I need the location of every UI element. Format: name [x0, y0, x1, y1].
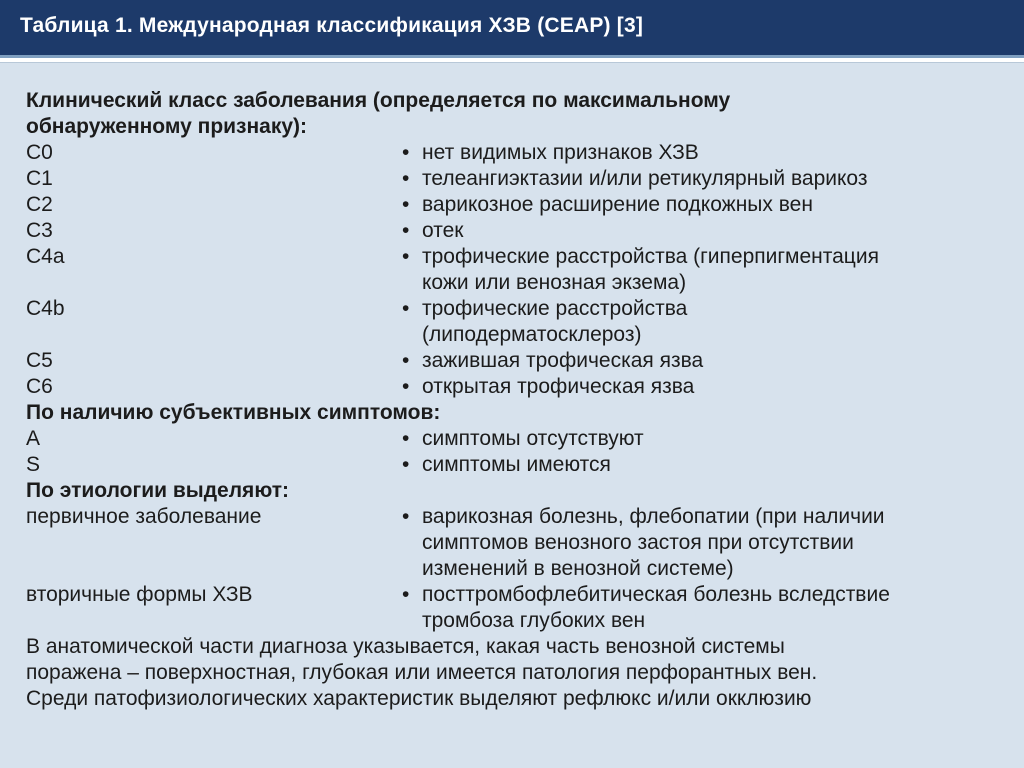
table-row	[26, 452, 1006, 478]
table-row	[26, 244, 1006, 296]
row-definition-text: варикозная болезнь, флебопатии (при наличии симптомов венозного застоя при отсутствии изменений в венозной системе)	[422, 505, 885, 580]
table-row	[26, 296, 1006, 348]
table-row	[26, 348, 1006, 374]
table-header	[0, 0, 1024, 58]
row-definition-text: варикозное расширение подкожных вен	[422, 193, 813, 216]
bullet-icon: •	[402, 193, 410, 216]
row-term: первичное заболевание	[26, 505, 262, 528]
bullet-icon: •	[402, 349, 410, 372]
row-term: C0	[26, 141, 53, 164]
row-definition-text: трофические расстройства (гиперпигментация кожи или венозная экзема)	[422, 245, 879, 294]
row-definition-text: отек	[422, 219, 464, 242]
row-term: C4a	[26, 245, 65, 268]
row-definition	[400, 244, 1006, 296]
table-content	[26, 88, 1006, 712]
table-row	[26, 582, 1006, 634]
row-term: C4b	[26, 297, 65, 320]
row-definition	[400, 218, 1006, 244]
bullet-icon: •	[402, 141, 410, 164]
row-term: C5	[26, 349, 53, 372]
row-definition-text: открытая трофическая язва	[422, 375, 695, 398]
symptoms-list	[26, 426, 1006, 478]
row-definition	[400, 348, 1006, 374]
row-definition	[400, 582, 1006, 634]
row-term: C2	[26, 193, 53, 216]
row-definition	[400, 296, 1006, 348]
bullet-icon: •	[402, 453, 410, 476]
table-row	[26, 504, 1006, 582]
bullet-icon: •	[402, 505, 410, 528]
etiology-list	[26, 504, 1006, 634]
clinical-class-heading: Клинический класс заболевания (определяется по максимальному обнаруженному признаку):	[26, 89, 731, 138]
row-term: C3	[26, 219, 53, 242]
table-row	[26, 426, 1006, 452]
anatomy-note: В анатомической части диагноза указывается, какая часть венозной системы поражена – поверхностная, глубокая или имеется патология перфорантных вен.	[26, 635, 818, 684]
table-title: Таблица 1. Международная классификация ХЗВ (CEAP) [3]	[20, 14, 644, 37]
table-row	[26, 218, 1006, 244]
bullet-icon: •	[402, 297, 410, 320]
bullet-icon: •	[402, 427, 410, 450]
row-definition	[400, 192, 1006, 218]
row-definition	[400, 504, 1006, 582]
row-term: C1	[26, 167, 53, 190]
row-term: S	[26, 453, 41, 476]
row-definition-text: нет видимых признаков ХЗВ	[422, 141, 699, 164]
bullet-icon: •	[402, 375, 410, 398]
row-term: A	[26, 427, 41, 450]
row-definition	[400, 374, 1006, 400]
table-row	[26, 166, 1006, 192]
etiology-heading: По этиологии выделяют:	[26, 479, 290, 502]
clinical-class-list	[26, 140, 1006, 400]
row-definition-text: телеангиэктазии и/или ретикулярный варикоз	[422, 167, 868, 190]
row-definition-text: трофические расстройства (липодерматосклероз)	[422, 297, 688, 346]
table-row	[26, 140, 1006, 166]
row-definition	[400, 452, 1006, 478]
table-row	[26, 192, 1006, 218]
bullet-icon: •	[402, 219, 410, 242]
row-definition-text: зажившая трофическая язва	[422, 349, 704, 372]
bullet-icon: •	[402, 245, 410, 268]
bullet-icon: •	[402, 583, 410, 606]
symptoms-heading: По наличию субъективных симптомов:	[26, 401, 441, 424]
row-definition-text: посттромбофлебитическая болезнь вследствие тромбоза глубоких вен	[422, 583, 890, 632]
row-definition	[400, 140, 1006, 166]
pathophysiology-note: Среди патофизиологических характеристик выделяют рефлюкс и/или окклюзию	[26, 687, 812, 710]
row-term: вторичные формы ХЗВ	[26, 583, 253, 606]
table-row	[26, 374, 1006, 400]
row-definition	[400, 426, 1006, 452]
row-definition-text: симптомы отсутствуют	[422, 427, 644, 450]
row-term: C6	[26, 375, 53, 398]
row-definition-text: симптомы имеются	[422, 453, 611, 476]
row-definition	[400, 166, 1006, 192]
bullet-icon: •	[402, 167, 410, 190]
